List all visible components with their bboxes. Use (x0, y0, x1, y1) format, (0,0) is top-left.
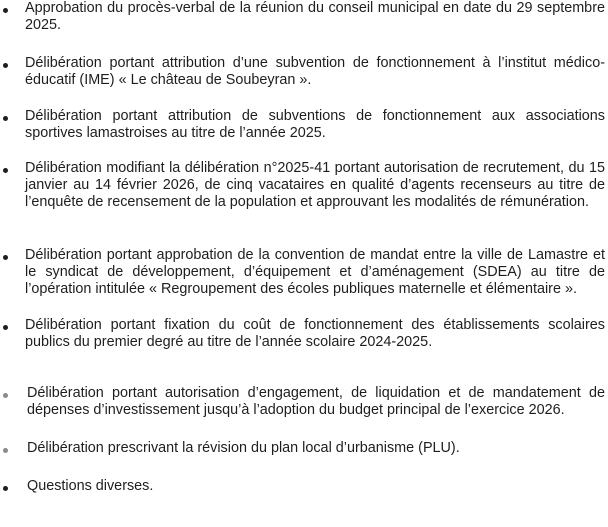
agenda-item-text: Délibération portant attribution d’une subvention de fonctionnement à l’institut médico-éducatif (IME) « Le château de Soubeyran ». (25, 55, 605, 88)
agenda-item-text: Délibération modifiant la délibération n°2025-41 portant autorisation de recrutement, du 15 janvier au 14 février 2026, de cinq vacataires en qualité d’agents recenseurs au titre de l’enquête de recensement de la population et approuvant les modalités de rémunération. (25, 160, 605, 210)
agenda-item-text: Questions diverses. (27, 478, 154, 494)
agenda-item-text: Délibération portant approbation de la convention de mandat entre la ville de Lamastre et le syndicat de développement, d’équipement et d’aménagement (SDEA) au titre de l’opération intitulée « Regroupement des écoles publiques maternelle et élémentaire ». (25, 247, 605, 297)
bullet-icon (3, 255, 8, 260)
bullet-icon (3, 393, 8, 398)
bullet-icon (3, 486, 8, 491)
bullet-icon (3, 116, 8, 121)
bullet-icon (3, 8, 8, 13)
bullet-icon (3, 168, 8, 173)
agenda-item-text: Délibération portant attribution de subventions de fonctionnement aux associations sportives lamastroises au titre de l’année 2025. (25, 108, 605, 141)
agenda-item-text: Délibération prescrivant la révision du plan local d’urbanisme (PLU). (27, 440, 460, 456)
agenda-item-text: Approbation du procès-verbal de la réunion du conseil municipal en date du 29 septembre 2025. (25, 0, 605, 33)
bullet-icon (3, 448, 8, 453)
bullet-icon (3, 325, 8, 330)
agenda-item-text: Délibération portant autorisation d’engagement, de liquidation et de mandatement de dépenses d’investissement jusqu’à l’adoption du budget principal de l’exercice 2026. (27, 385, 605, 418)
bullet-icon (3, 63, 8, 68)
agenda-item-text: Délibération portant fixation du coût de fonctionnement des établissements scolaires publics du premier degré au titre de l’année scolaire 2024-2025. (25, 317, 605, 350)
